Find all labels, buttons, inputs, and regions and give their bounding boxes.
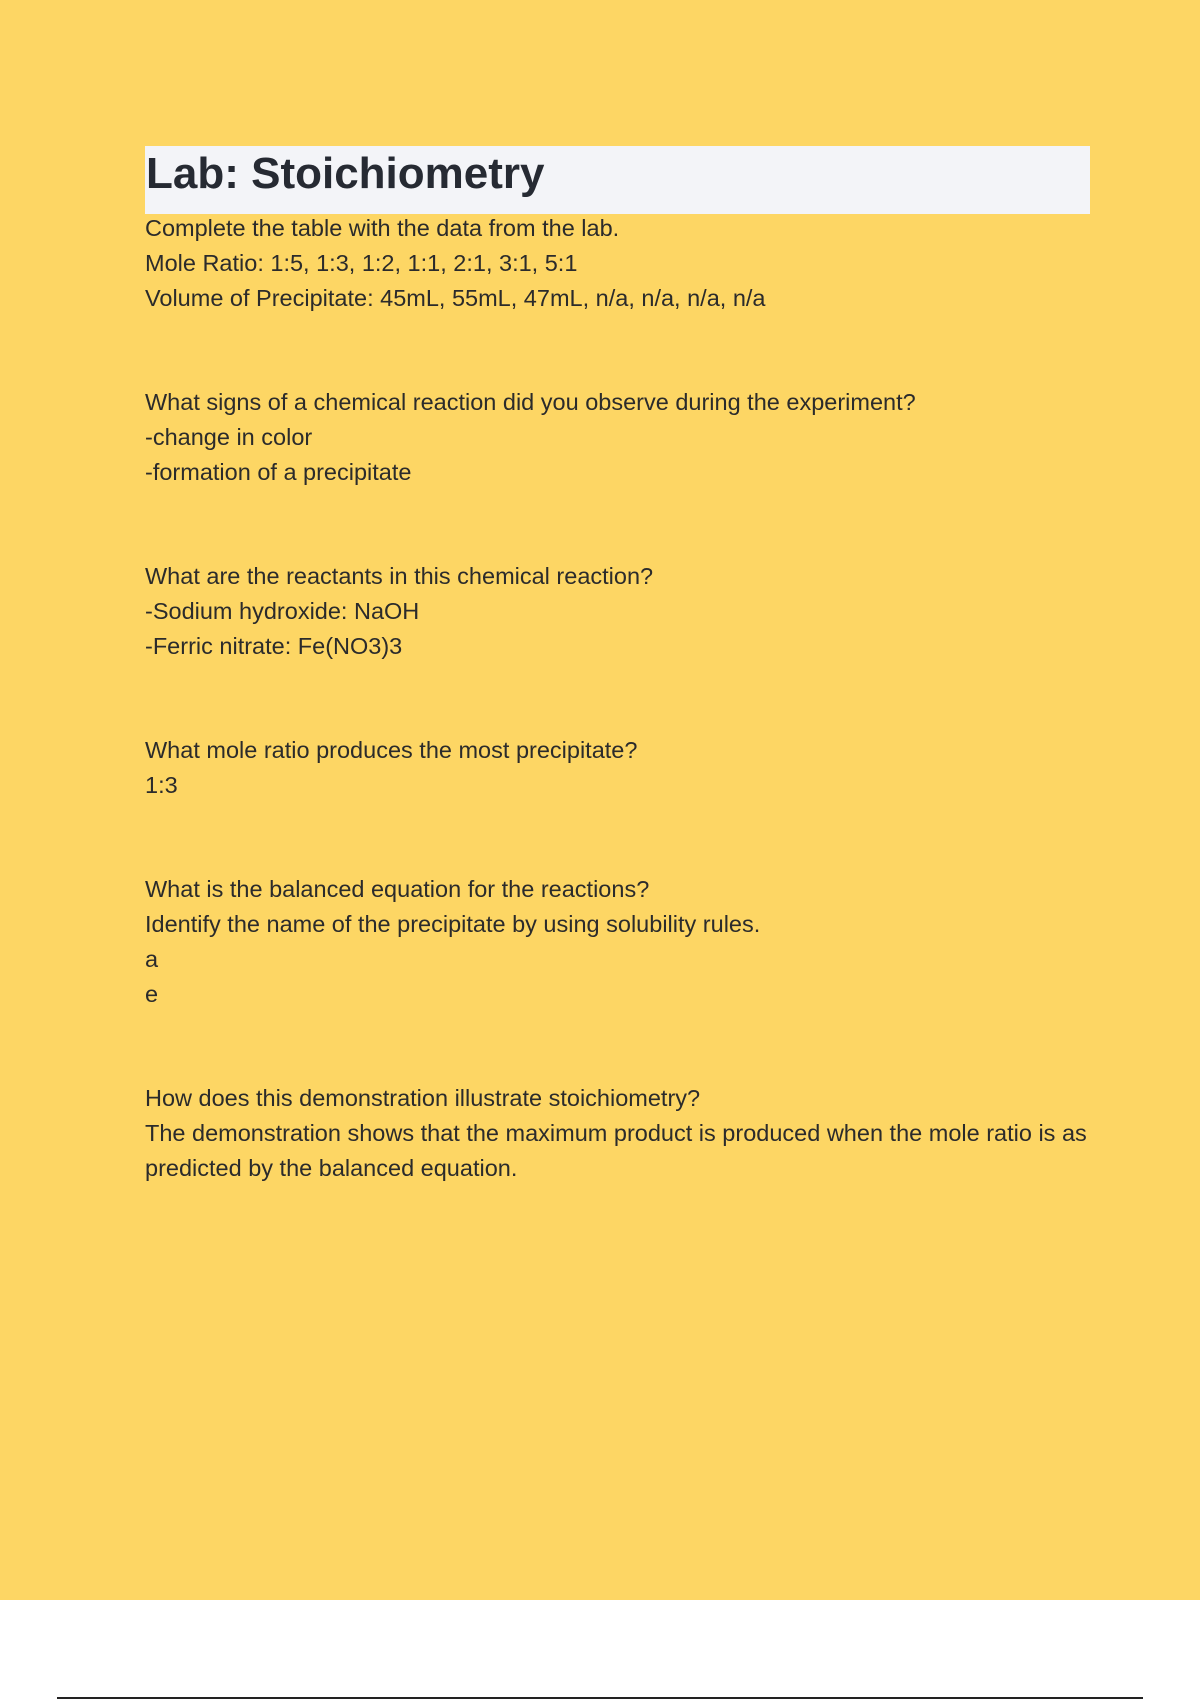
spacer bbox=[145, 490, 1105, 559]
spacer bbox=[145, 316, 1105, 385]
answer-text: e bbox=[145, 981, 159, 1007]
question-4 bbox=[145, 872, 1105, 1012]
question-3 bbox=[145, 733, 1105, 803]
spacer bbox=[145, 1012, 1105, 1081]
answer-text: 1:3 bbox=[145, 772, 178, 798]
intro-section bbox=[145, 211, 1105, 316]
spacer bbox=[145, 664, 1105, 733]
question-text: How does this demonstration illustrate stoichiometry? bbox=[145, 1085, 701, 1111]
mole-ratio-text: Mole Ratio: 1:5, 1:3, 1:2, 1:1, 2:1, 3:1, 5:1 bbox=[145, 250, 578, 276]
answer-text: -Ferric nitrate: Fe(NO3)3 bbox=[145, 633, 403, 659]
answer-text: The demonstration shows that the maximum product is produced when the mole ratio is as predicted by the balanced equation. bbox=[145, 1120, 1087, 1181]
instruction-text: Complete the table with the data from the lab. bbox=[145, 215, 620, 241]
question-5 bbox=[145, 1081, 1105, 1186]
question-text: What is the balanced equation for the reactions? bbox=[145, 876, 650, 902]
question-text: What are the reactants in this chemical reaction? bbox=[145, 563, 654, 589]
sub-question-text: Identify the name of the precipitate by using solubility rules. bbox=[145, 911, 761, 937]
document-body bbox=[145, 211, 1105, 1186]
page-title: Lab: Stoichiometry bbox=[146, 149, 545, 198]
question-text: What mole ratio produces the most precipitate? bbox=[145, 737, 638, 763]
question-2 bbox=[145, 559, 1105, 664]
answer-text: a bbox=[145, 946, 159, 972]
spacer bbox=[145, 803, 1105, 872]
answer-text: -Sodium hydroxide: NaOH bbox=[145, 598, 420, 624]
volume-text: Volume of Precipitate: 45mL, 55mL, 47mL, n/a, n/a, n/a, n/a bbox=[145, 285, 766, 311]
answer-text: -formation of a precipitate bbox=[145, 459, 412, 485]
question-text: What signs of a chemical reaction did you observe during the experiment? bbox=[145, 389, 916, 415]
page-divider bbox=[57, 1697, 1143, 1699]
question-1 bbox=[145, 385, 1105, 490]
answer-text: -change in color bbox=[145, 424, 313, 450]
